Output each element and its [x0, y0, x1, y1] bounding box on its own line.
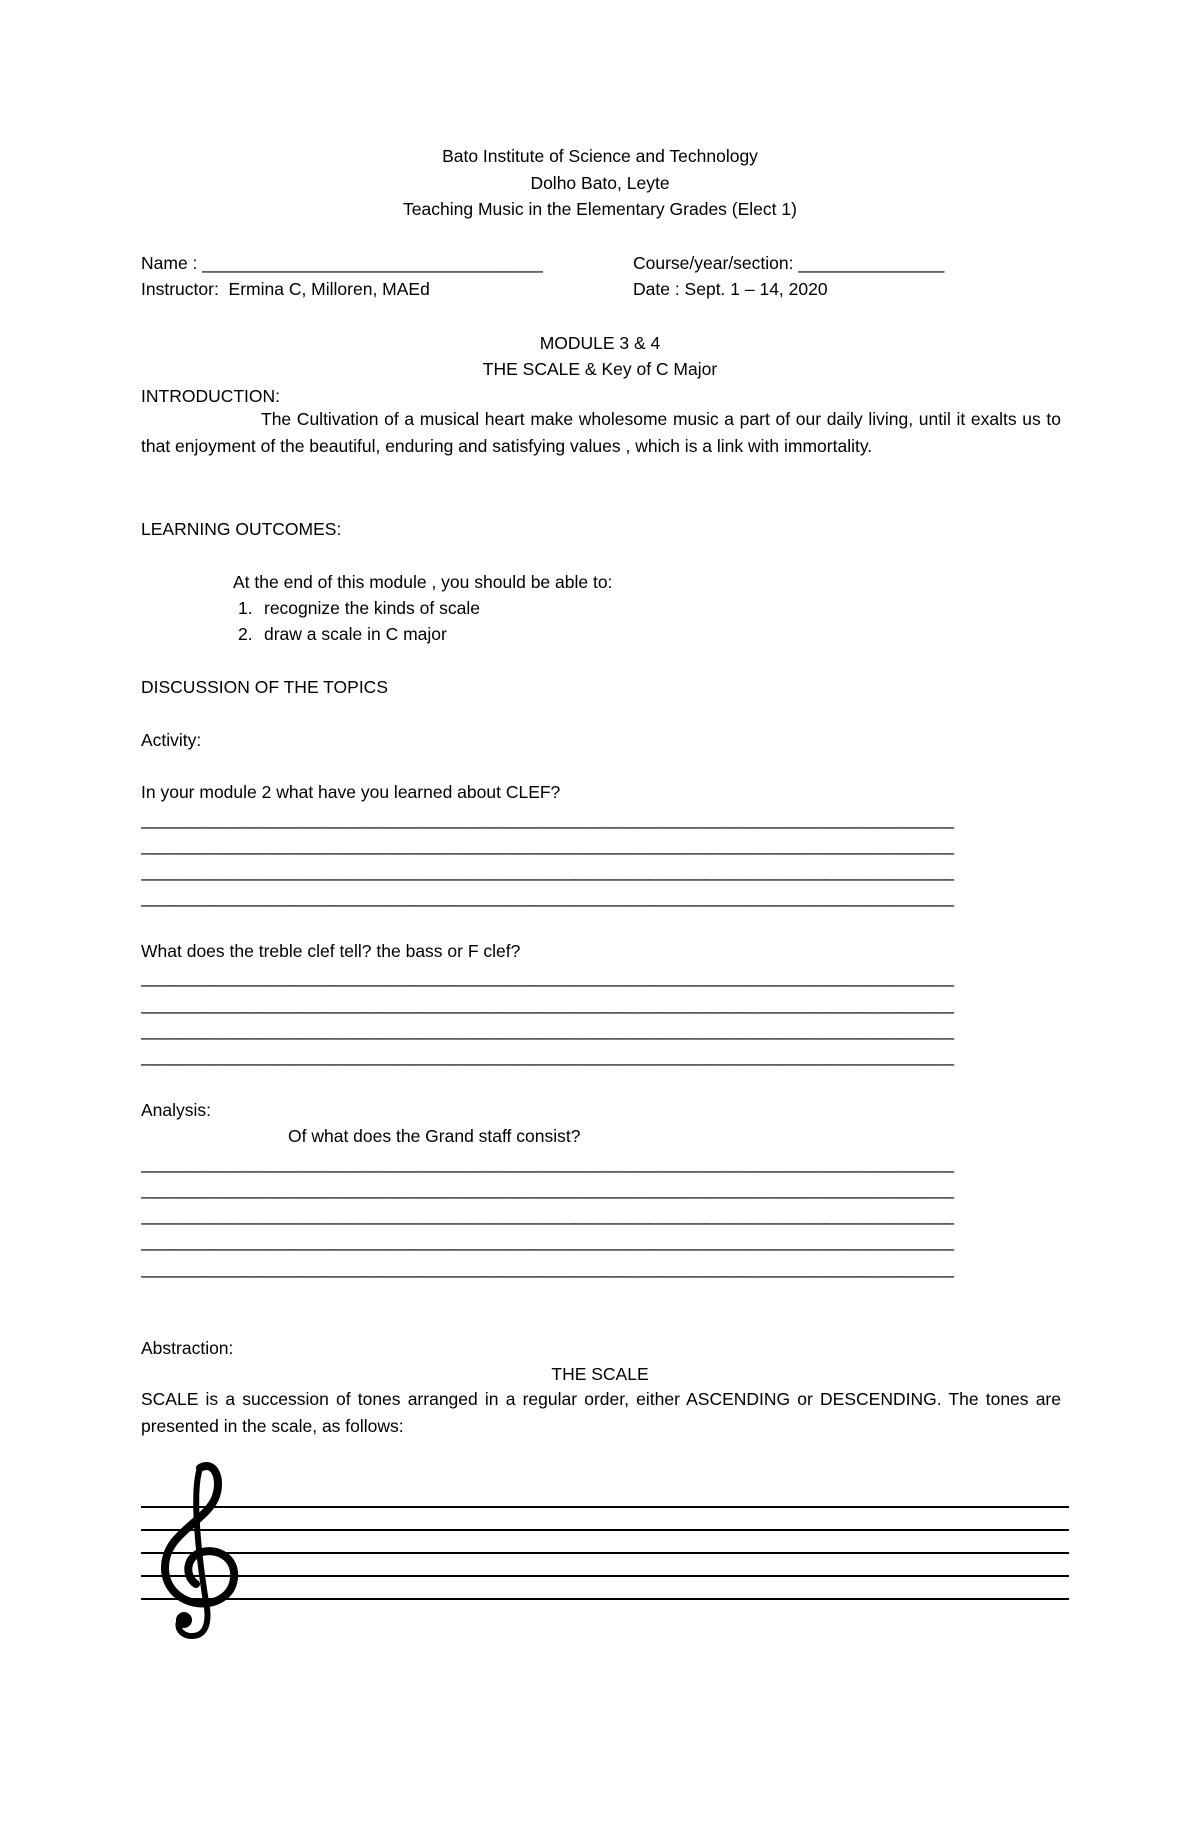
outcome-number: 1.: [238, 598, 253, 618]
staff-line: [141, 1575, 1069, 1577]
course-title: Teaching Music in the Elementary Grades (Elect 1): [403, 199, 797, 219]
instructor-line: Instructor: Ermina C, Milloren, MAEd: [141, 279, 430, 299]
answer-line[interactable]: ________________________________________________________________________________________: [141, 1231, 954, 1251]
treble-clef-icon: [154, 1462, 250, 1640]
scale-definition: SCALE is a succession of tones arranged in a regular order, either ASCENDING or DESCENDING. The tones are presented in the scale, as follows:: [141, 1389, 1061, 1436]
module-title: THE SCALE & Key of C Major: [482, 359, 718, 379]
answer-line[interactable]: ________________________________________________________________________________________: [141, 967, 954, 987]
question-grand-staff: Of what does the Grand staff consist?: [288, 1126, 581, 1146]
staff-line: [141, 1506, 1069, 1508]
outcome-item: draw a scale in C major: [264, 624, 447, 644]
question-treble-bass-clef: What does the treble clef tell? the bass or F clef?: [141, 941, 521, 961]
answer-line[interactable]: ________________________________________________________________________________________: [141, 1179, 954, 1199]
answer-line[interactable]: ________________________________________________________________________________________: [141, 1205, 954, 1225]
course-year-section-field: Course/year/section: _______________: [633, 253, 945, 273]
name-field: Name : ___________________________________: [141, 253, 543, 273]
answer-line[interactable]: ________________________________________________________________________________________: [141, 861, 954, 881]
answer-line[interactable]: ________________________________________________________________________________________: [141, 887, 954, 907]
answer-line[interactable]: ________________________________________________________________________________________: [141, 1046, 954, 1066]
answer-line[interactable]: ________________________________________________________________________________________: [141, 1153, 954, 1173]
module-number: MODULE 3 & 4: [539, 333, 661, 353]
staff-line: [141, 1598, 1069, 1600]
question-clef: In your module 2 what have you learned about CLEF?: [141, 782, 561, 802]
outcome-item: recognize the kinds of scale: [264, 598, 480, 618]
answer-line[interactable]: ________________________________________________________________________________________: [141, 994, 954, 1014]
staff-line: [141, 1529, 1069, 1531]
introduction-body: The Cultivation of a musical heart make wholesome music a part of our daily living, until it exalts us to that enjoyment of the beautiful, enduring and satisfying values , which is a link with immortality.: [141, 409, 1061, 456]
learning-outcomes-heading: LEARNING OUTCOMES:: [141, 519, 342, 539]
scale-title: THE SCALE: [551, 1364, 649, 1384]
learning-outcomes-lead: At the end of this module , you should be able to:: [233, 572, 613, 592]
discussion-heading: DISCUSSION OF THE TOPICS: [141, 677, 388, 697]
answer-line[interactable]: ________________________________________________________________________________________: [141, 809, 954, 829]
staff-line: [141, 1552, 1069, 1554]
answer-line[interactable]: ________________________________________________________________________________________: [141, 1258, 954, 1278]
abstraction-heading: Abstraction:: [141, 1338, 234, 1358]
answer-line[interactable]: ________________________________________________________________________________________: [141, 835, 954, 855]
date-line: Date : Sept. 1 – 14, 2020: [633, 279, 828, 299]
outcome-number: 2.: [238, 624, 253, 644]
institution-name: Bato Institute of Science and Technology: [442, 146, 758, 166]
activity-label: Activity:: [141, 730, 202, 750]
institution-address: Dolho Bato, Leyte: [530, 173, 670, 193]
answer-line[interactable]: ________________________________________________________________________________________: [141, 1020, 954, 1040]
introduction-heading: INTRODUCTION:: [141, 386, 281, 406]
analysis-label: Analysis:: [141, 1100, 212, 1120]
